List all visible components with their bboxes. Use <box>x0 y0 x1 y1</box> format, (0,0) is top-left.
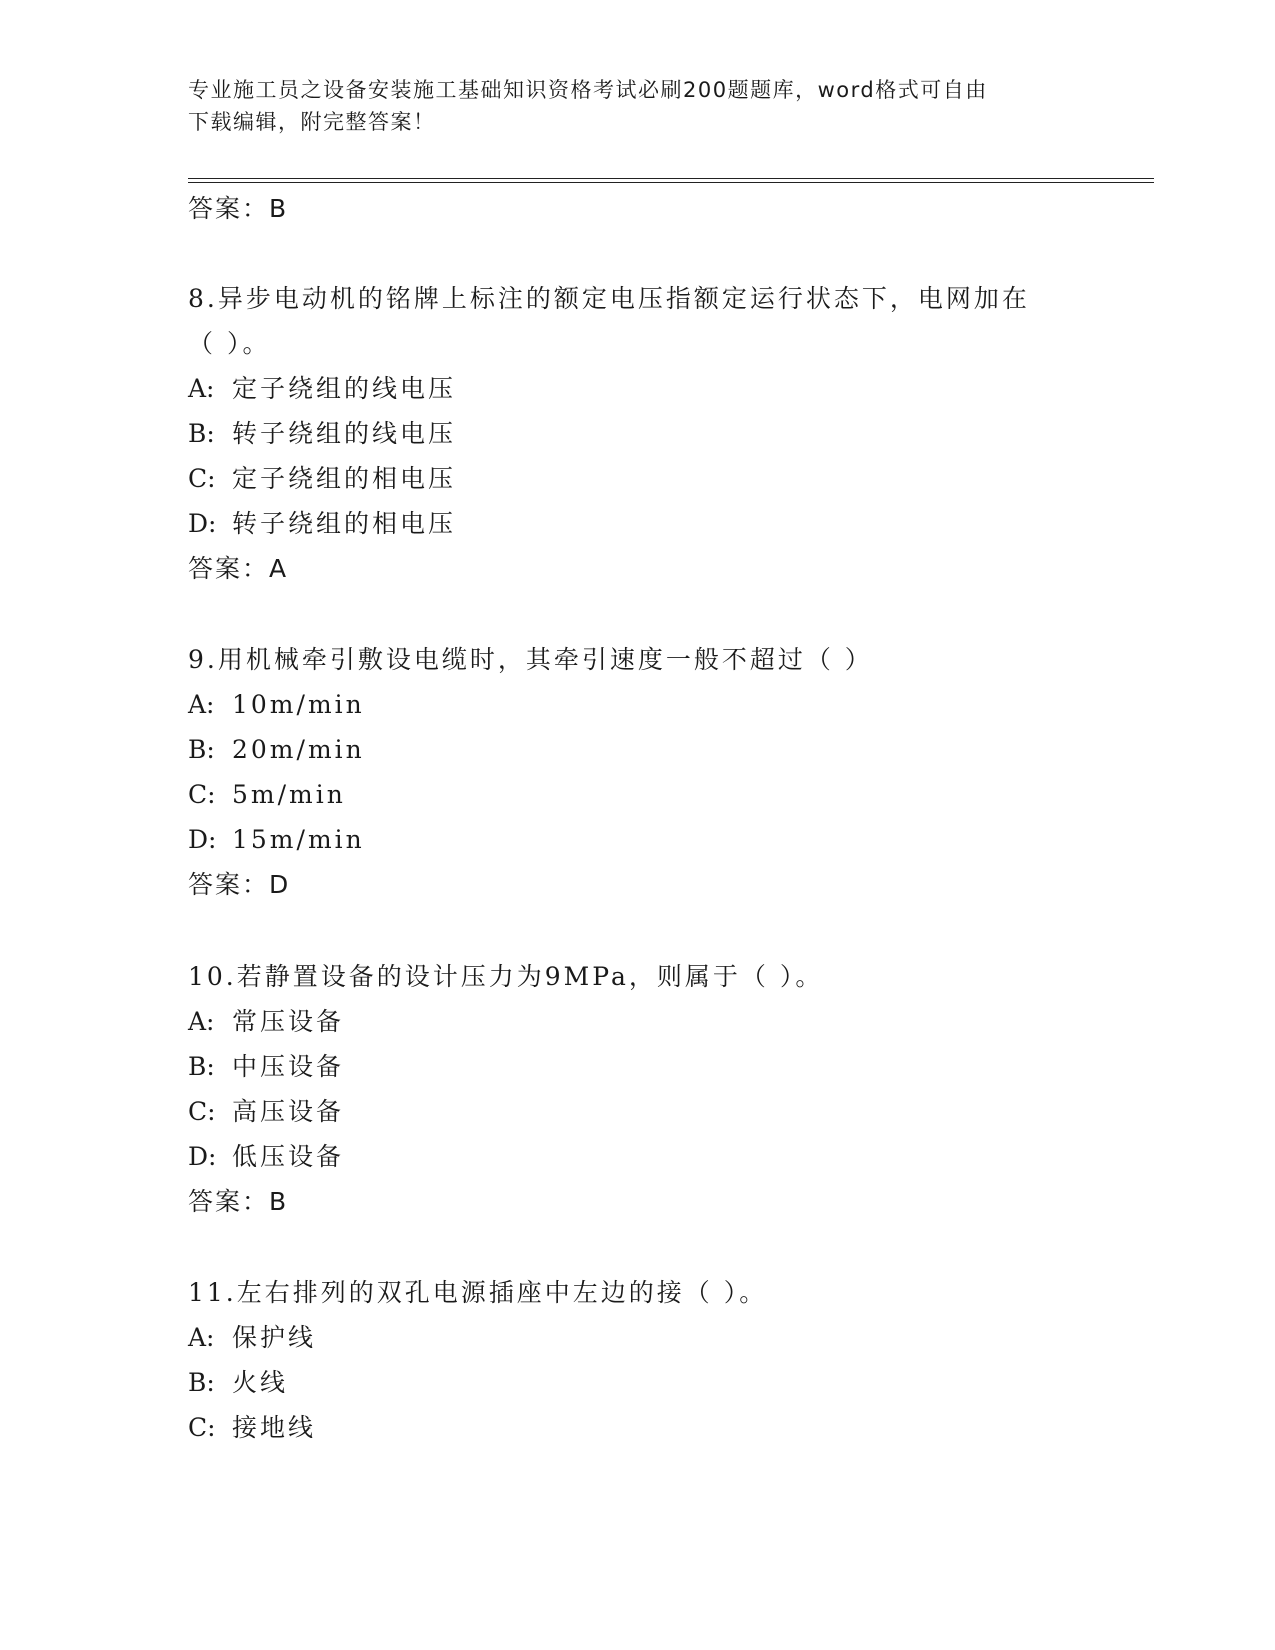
header-divider-bottom <box>188 182 1154 183</box>
option-label: A: <box>188 374 215 403</box>
option-text: 转子绕组的相电压 <box>232 509 457 538</box>
option-b <box>188 418 456 450</box>
answer: 答案：A <box>188 554 289 583</box>
option-text: 定子绕组的相电压 <box>232 464 457 493</box>
option-label: C: <box>188 1413 216 1442</box>
option-label: C: <box>188 464 216 493</box>
question-stem: 9.用机械牵引敷设电缆时，其牵引速度一般不超过（ ） <box>188 645 873 674</box>
option-label: D: <box>188 825 217 854</box>
option-label: D: <box>188 509 217 538</box>
option-text: 火线 <box>232 1368 289 1397</box>
question-stem-continued: （ ）。 <box>188 329 271 358</box>
option-a <box>188 1006 344 1038</box>
header-line-1: 专业施工员之设备安装施工基础知识资格考试必刷200题题库，word格式可自由 <box>188 78 988 102</box>
question-stem: 11.左右排列的双孔电源插座中左边的接（ ）。 <box>188 1278 768 1307</box>
question-stem: 10.若静置设备的设计压力为9MPa，则属于（ ）。 <box>188 962 824 991</box>
option-d <box>188 824 365 856</box>
option-label: A: <box>188 690 215 719</box>
option-label: B: <box>188 1052 215 1081</box>
option-text: 低压设备 <box>232 1142 345 1171</box>
option-a <box>188 373 456 405</box>
option-label: A: <box>188 1323 215 1352</box>
option-label: A: <box>188 1007 215 1036</box>
option-b <box>188 1051 344 1083</box>
option-text: 20m/min <box>232 735 365 764</box>
option-c <box>188 1412 316 1444</box>
option-text: 接地线 <box>232 1413 317 1442</box>
option-c <box>188 1096 344 1128</box>
option-b <box>188 1367 288 1399</box>
option-a <box>188 689 365 721</box>
option-text: 5m/min <box>232 780 346 809</box>
question-stem: 8.异步电动机的铭牌上标注的额定电压指额定运行状态下，电网加在 <box>188 284 1030 313</box>
document-header <box>188 74 1088 138</box>
option-d <box>188 508 456 540</box>
option-a <box>188 1322 316 1354</box>
option-text: 高压设备 <box>232 1097 345 1126</box>
option-c <box>188 779 346 811</box>
option-label: B: <box>188 735 215 764</box>
option-c <box>188 463 456 495</box>
header-line-2: 下载编辑，附完整答案！ <box>188 110 436 134</box>
option-text: 转子绕组的线电压 <box>232 419 457 448</box>
previous-answer: 答案：B <box>188 194 289 223</box>
option-b <box>188 734 365 766</box>
option-label: C: <box>188 780 216 809</box>
header-divider-top <box>188 178 1154 179</box>
option-text: 定子绕组的线电压 <box>232 374 457 403</box>
option-label: B: <box>188 1368 215 1397</box>
option-text: 15m/min <box>232 825 365 854</box>
answer: 答案：B <box>188 1187 289 1216</box>
option-text: 保护线 <box>232 1323 317 1352</box>
option-text: 中压设备 <box>232 1052 345 1081</box>
option-d <box>188 1141 344 1173</box>
option-text: 常压设备 <box>232 1007 345 1036</box>
option-label: D: <box>188 1142 217 1171</box>
option-label: C: <box>188 1097 216 1126</box>
option-label: B: <box>188 419 215 448</box>
answer: 答案：D <box>188 870 291 899</box>
option-text: 10m/min <box>232 690 365 719</box>
